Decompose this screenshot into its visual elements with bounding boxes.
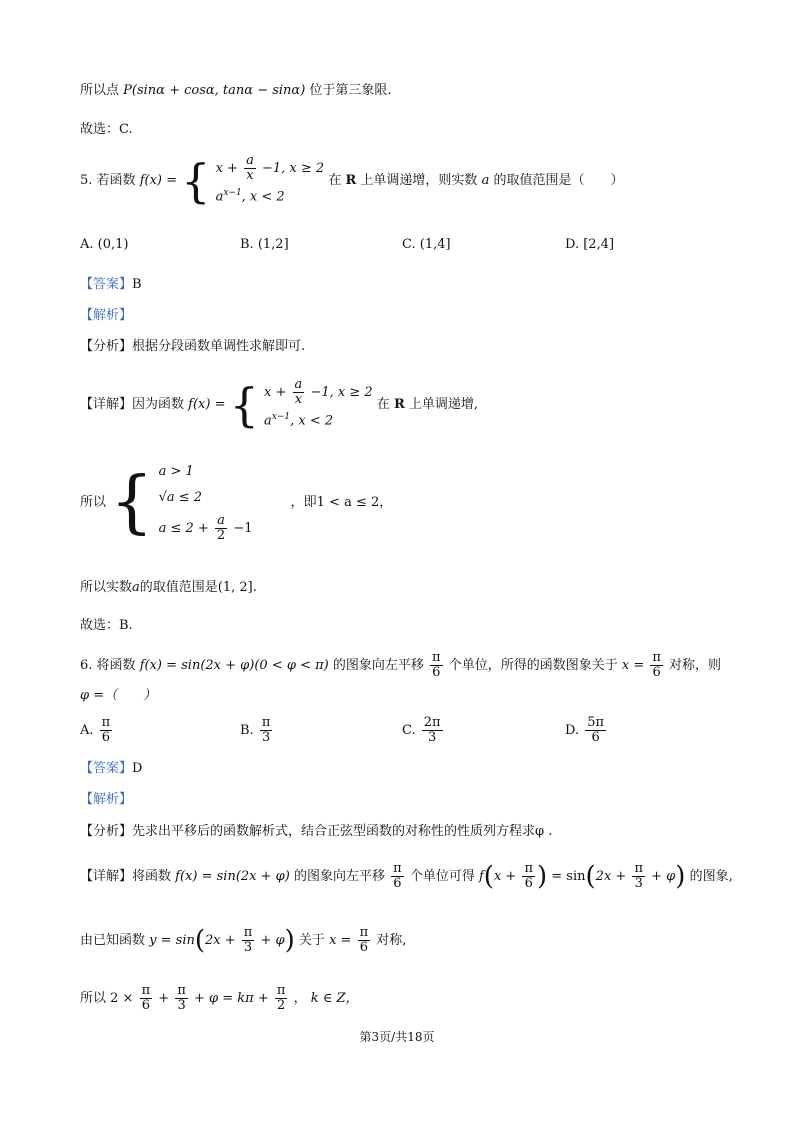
detail-tag: 【详解】 <box>80 869 133 884</box>
denominator: 6 <box>101 730 111 745</box>
math: f <box>478 869 484 884</box>
fenxi-tag: 【分析】 <box>80 824 133 839</box>
case-1 <box>216 154 325 183</box>
denominator: 2 <box>216 528 226 543</box>
option-letter: B. <box>240 237 254 252</box>
math: a ≤ 2 + <box>158 521 209 536</box>
text: 因为函数 <box>132 397 185 413</box>
text: 上单调递增, <box>408 397 479 413</box>
text: 个单位可得 <box>409 869 475 884</box>
fenxi-tag: 【分析】 <box>80 339 133 354</box>
reals-symbol: R <box>345 173 357 189</box>
text: ，即1 < a ≤ 2， <box>290 495 393 510</box>
detail-tag: 【详解】 <box>80 397 133 413</box>
text: 的图象, <box>689 869 733 884</box>
denominator: x <box>294 392 303 407</box>
option-a <box>80 716 114 745</box>
text: 的图象向左平移 <box>293 869 385 884</box>
numerator: π <box>101 715 111 730</box>
option-letter: C. <box>402 237 416 252</box>
numerator: a <box>215 514 227 529</box>
denominator: 6 <box>524 876 533 891</box>
math: = sin <box>551 869 586 884</box>
denominator: 3 <box>243 940 253 955</box>
math: + φ <box>651 869 676 884</box>
text: 的图象向左平移 <box>332 658 424 673</box>
conclusion-line <box>80 82 392 100</box>
left-brace: { <box>229 377 259 432</box>
math: , x < 2 <box>241 189 285 205</box>
denominator: 3 <box>177 998 186 1013</box>
inequality-3 <box>159 514 253 543</box>
denominator: 6 <box>432 665 441 680</box>
reals-symbol: R <box>393 397 405 413</box>
math: k ∈ Z， <box>310 991 359 1006</box>
denominator: 6 <box>393 876 402 891</box>
case-2 <box>216 183 325 207</box>
option-d <box>565 237 614 252</box>
option-d <box>565 716 608 745</box>
fraction <box>632 862 645 891</box>
piecewise-cases <box>216 154 325 207</box>
option-value: (0,1) <box>97 237 129 252</box>
option-letter: B. <box>240 723 254 738</box>
denominator: x <box>246 168 254 183</box>
left-brace: { <box>181 153 211 208</box>
numerator: π <box>261 715 271 730</box>
numerator: 5π <box>587 715 605 730</box>
numerator: a <box>246 153 254 168</box>
math: a <box>481 173 490 189</box>
left-paren: ( <box>585 861 596 892</box>
text: 个单位，所得的函数图象关于 <box>448 658 618 673</box>
option-letter: A. <box>80 237 94 252</box>
function-name: f(x) = <box>139 173 177 189</box>
detail-line <box>80 378 478 431</box>
option-b <box>240 716 274 745</box>
numerator: π <box>652 650 661 665</box>
question-6-stem <box>80 651 721 680</box>
math: 2x + <box>595 869 627 884</box>
text: 的取值范围是（ ） <box>493 173 624 189</box>
numerator: π <box>393 861 402 876</box>
question-6-line2: φ =（ ） <box>80 688 157 703</box>
fraction <box>650 651 663 680</box>
text: 关于 <box>298 933 325 948</box>
math: x + <box>215 161 238 176</box>
option-letter: D. <box>565 723 580 738</box>
math: , x < 2 <box>290 413 334 429</box>
numerator: π <box>276 983 286 998</box>
option-value: (1,2] <box>257 237 289 252</box>
text: ， <box>293 991 307 1006</box>
numerator: π <box>432 650 441 665</box>
option-value: [2,4] <box>583 237 615 252</box>
fraction <box>175 984 188 1013</box>
fenxi-text: 先求出平移后的函数解析式，结合正弦型函数的对称性的性质列方程求φ . <box>132 824 553 839</box>
exponent: x−1 <box>271 412 291 422</box>
numerator: π <box>243 925 253 940</box>
option-letter: C. <box>402 723 416 738</box>
text: 所以实数 <box>80 580 133 595</box>
math: x + <box>493 869 517 884</box>
fraction <box>430 651 443 680</box>
math: −1 <box>233 521 253 536</box>
question-number: 6. 将函数 <box>80 658 136 673</box>
left-brace: { <box>110 462 154 542</box>
analysis-line <box>80 338 305 356</box>
numerator: π <box>177 983 186 998</box>
fraction <box>244 154 256 183</box>
math: + φ = kπ + <box>194 991 269 1006</box>
fraction <box>100 716 113 745</box>
function-expression: f(x) = sin(2x + φ) <box>175 869 290 884</box>
answer-tag: 【答案】 <box>80 761 133 776</box>
math: 2x + <box>205 933 236 948</box>
denominator: 6 <box>141 998 150 1013</box>
math: a <box>132 580 140 595</box>
numerator: π <box>359 925 369 940</box>
text: 所以点 <box>80 83 120 98</box>
text: 由已知函数 <box>80 933 146 948</box>
option-a <box>80 237 129 252</box>
choose-line: 故选：C. <box>80 122 133 137</box>
text: 所以 <box>80 495 107 510</box>
option-letter: A. <box>80 723 94 738</box>
function-name: f(x) = <box>188 397 226 413</box>
denominator: 6 <box>591 730 600 745</box>
denominator: 3 <box>634 876 643 891</box>
numerator: a <box>294 377 303 392</box>
choose-line: 故选：B. <box>80 618 133 633</box>
math: −1, x ≥ 2 <box>261 161 325 176</box>
page-footer: 第3页/共18页 <box>359 1030 435 1044</box>
point-expression: P(sinα + cosα, tanα − sinα) <box>123 83 306 98</box>
answer-line <box>80 276 142 294</box>
math: x = <box>621 658 645 673</box>
fraction <box>293 378 305 407</box>
fraction <box>275 984 288 1013</box>
text: 对称，则 <box>669 658 722 673</box>
math: + <box>158 991 170 1006</box>
text: 将函数 <box>132 869 172 884</box>
answer-value: D <box>132 761 143 776</box>
fraction <box>522 862 535 891</box>
option-letter: D. <box>565 237 580 252</box>
answer-tag: 【答案】 <box>80 277 133 292</box>
fraction <box>585 716 606 745</box>
math: (1, 2]. <box>217 580 257 595</box>
text: 的取值范围是 <box>139 580 218 595</box>
case-2 <box>264 407 373 431</box>
denominator: 6 <box>652 665 661 680</box>
denominator: 6 <box>359 940 368 955</box>
denominator: 3 <box>428 730 437 745</box>
case-1 <box>264 378 373 407</box>
fraction <box>215 514 227 543</box>
math: + φ <box>260 933 285 948</box>
detail-line <box>80 862 733 891</box>
analysis-tag: 【解析】 <box>80 792 133 807</box>
range-line <box>80 579 257 597</box>
denominator: 3 <box>261 730 271 745</box>
equation-line <box>80 984 359 1013</box>
option-b <box>240 237 289 252</box>
piecewise-cases <box>264 378 373 431</box>
question-number: 5. 若函数 <box>80 173 136 189</box>
math: a <box>264 413 272 429</box>
numerator: π <box>141 983 151 998</box>
inequality-system <box>159 462 253 543</box>
fraction <box>358 926 371 955</box>
fraction <box>260 716 273 745</box>
right-paren: ) <box>536 861 548 892</box>
option-c <box>402 716 445 745</box>
fraction <box>391 862 404 891</box>
inequality-1: a > 1 <box>158 464 194 479</box>
exponent: x−1 <box>223 188 242 198</box>
analysis-line <box>80 823 552 841</box>
math: x + <box>264 385 287 400</box>
denominator: 2 <box>277 998 286 1013</box>
math: x = <box>329 933 352 948</box>
analysis-tag: 【解析】 <box>80 308 133 323</box>
text: 上单调递增，则实数 <box>360 173 478 189</box>
text: 在 <box>376 397 390 413</box>
fraction <box>422 716 443 745</box>
math: −1, x ≥ 2 <box>310 385 373 400</box>
option-c <box>402 237 451 252</box>
function-expression: f(x) = sin(2x + φ)(0 < φ < π) <box>139 658 329 673</box>
right-paren: ) <box>675 861 686 892</box>
math: 所以 2 × <box>80 991 134 1006</box>
text: 位于第三象限. <box>309 83 392 98</box>
fraction <box>140 984 153 1013</box>
answer-line <box>80 760 142 778</box>
math: a <box>215 189 224 205</box>
left-paren: ( <box>483 861 494 892</box>
numerator: 2π <box>423 715 441 730</box>
text: 对称, <box>376 933 407 948</box>
numerator: π <box>634 861 643 876</box>
fenxi-text: 根据分段函数单调性求解即可. <box>132 339 306 354</box>
text: 在 <box>328 173 342 189</box>
fraction <box>242 926 255 955</box>
left-paren: ( <box>194 925 206 956</box>
known-line <box>80 926 406 955</box>
inequality-2: √a ≤ 2 <box>158 490 203 505</box>
answer-value: B <box>132 277 142 292</box>
numerator: π <box>524 861 533 876</box>
question-5-stem <box>80 154 624 207</box>
math: y = sin <box>149 933 195 948</box>
option-value: (1,4] <box>419 237 451 252</box>
right-paren: ) <box>284 925 295 956</box>
system-line <box>80 462 392 543</box>
